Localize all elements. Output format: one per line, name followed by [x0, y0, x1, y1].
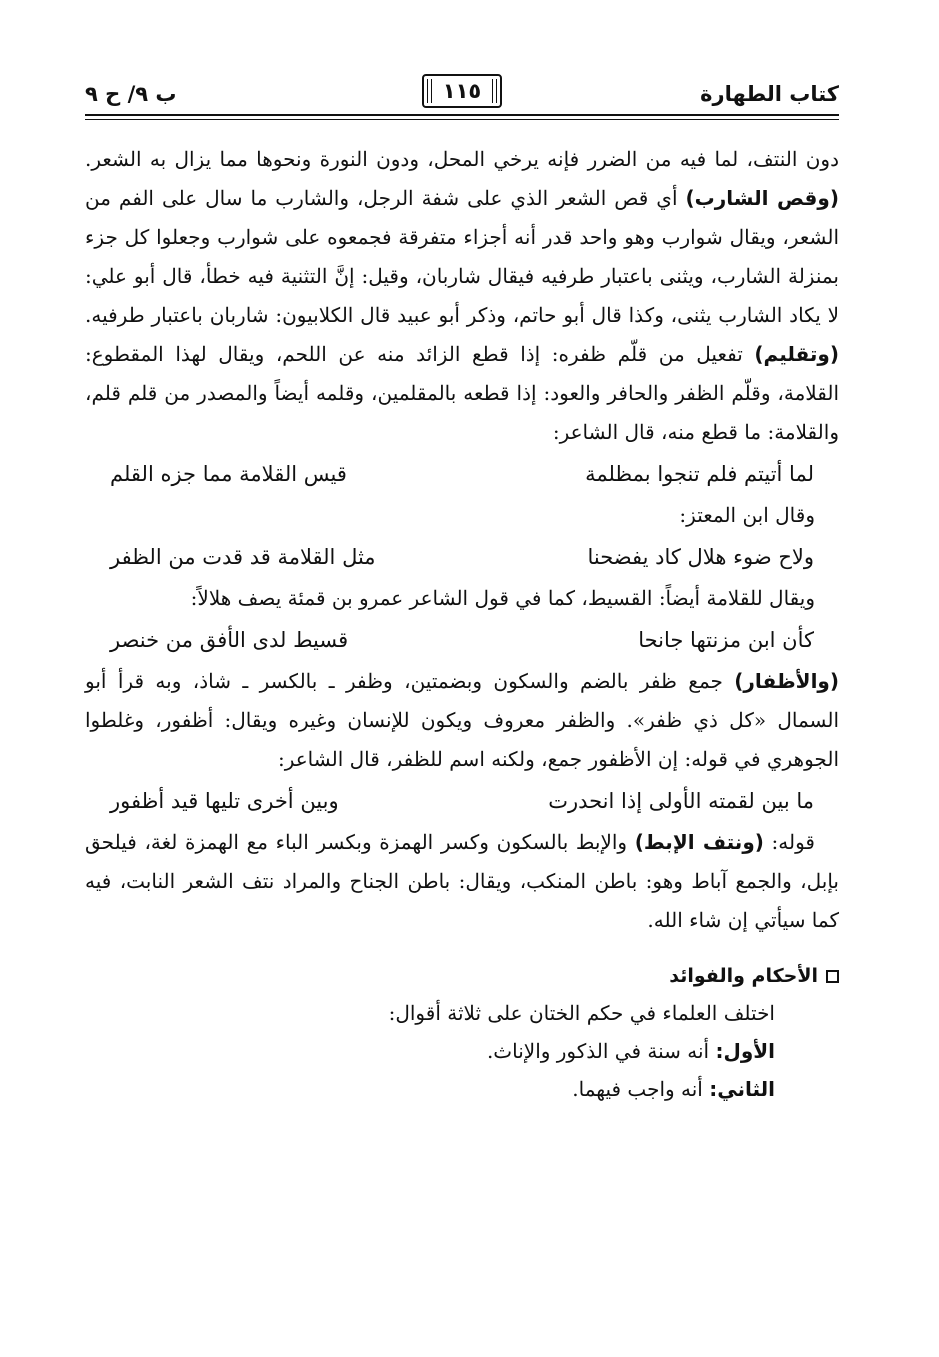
paragraph-armpit: [85, 823, 839, 940]
term-clipping: (وتقليم): [754, 342, 840, 366]
main-text: [85, 140, 839, 1108]
section-title: الأحكام والفوائد: [669, 965, 818, 987]
paragraph-poet-intro: وقال ابن المعتز:: [679, 503, 815, 527]
page-header: [85, 74, 839, 112]
header-rule-thin: [85, 119, 839, 120]
paragraph-text: أي قص الشعر الذي على شفة الرجل، والشارب ما سال على الفم من الشعر، ويقال شوارب وهو واحد قدر أنه أجزاء متفرقة فجمعوه على شوارب وجعلوا كل جزء بمنزلة الشارب، ويثنى باعتبار طرفيه فيقال شاربان، وقيل: إنَّ التثنية فيه خطأ، قال أبو علي: لا يكاد الشارب يثنى، وكذا قال أبو حاتم، وذكر أبو عبيد قال الكلابيون: شاربان باعتبار طرفيه.: [85, 186, 840, 327]
list-item-label: الثاني:: [709, 1077, 775, 1101]
term-moustache: (وقص الشارب): [685, 186, 839, 210]
verse-hemistich-first: ولاح ضوء هلال كاد يفضحنا: [587, 545, 814, 569]
spacer: [85, 940, 839, 958]
paragraph-text: دون النتف، لما فيه من الضرر فإنه يرخي المحل، ودون النورة ونحوها مما يزال به الشعر.: [85, 147, 839, 171]
term-nails: (والأظفار): [734, 669, 839, 693]
paragraph-text: تفعيل من قلّم ظفره: إذا قطع الزائد منه عن اللحم، ويقال لهذا المقطوع: القلامة، وقلّم الظفر والحافر والعود: إذا قطعه بالمقلمين، وقلمه أيضاً والمصدر من قلم قلم، والقلامة: ما قطع منه، قال الشاعر:: [85, 342, 840, 444]
paragraph-text: ويقال للقلامة أيضاً: القسيط، كما في قول الشاعر عمرو بن قمئة يصف هلالاً:: [190, 586, 815, 610]
term-armpit: (ونتف الإبط): [634, 830, 764, 854]
verse-hemistich-second: قيس القلامة مما جزه القلم: [110, 462, 347, 486]
verse-hemistich-first: كأن ابن مزنتها جانحا: [638, 628, 814, 652]
verse-line: [85, 535, 839, 579]
book-title: كتاب الطهارة: [700, 82, 839, 106]
list-item-text: أنه واجب فيهما.: [572, 1077, 703, 1101]
header-rule-thick: [85, 114, 839, 116]
paragraph-nails: [85, 662, 839, 779]
page-number: ١١٥: [422, 74, 502, 108]
list-item-label: الأول:: [715, 1039, 775, 1063]
verse-hemistich-second: وبين أخرى تليها قيد أظفور: [110, 789, 339, 813]
verse-line: [85, 779, 839, 823]
verse-hemistich-second: قسيط لدى الأفق من خنصر: [110, 628, 349, 652]
chapter-reference: ب ٩/ ح ٩: [85, 82, 177, 106]
paragraph-text: جمع ظفر بالضم والسكون وبضمتين، وظفر ـ بالكسر ـ شاذ، وبه قرأ أبو السمال «كل ذي ظفر». والظفر معروف ويكون للإنسان وغيره ويقال: أظفور، وغلطوا الجوهري في قوله: إن الأظفور جمع، ولكنه اسم للظفر، قال الشاعر:: [85, 669, 839, 771]
list-item: [85, 1032, 839, 1070]
verse-line: [85, 452, 839, 496]
paragraph-lead: قوله:: [771, 830, 815, 854]
list-item: [85, 1070, 839, 1108]
paragraph-moustache: [85, 140, 839, 452]
section-heading: [85, 958, 839, 994]
verse-hemistich-first: ما بين لقمته الأولى إذا انحدرت: [548, 789, 814, 813]
verse-hemistich-first: لما أتيتم فلم تنجوا بمظلمة: [585, 462, 814, 486]
square-bullet-icon: [826, 970, 839, 983]
paragraph-qasit: [85, 579, 839, 618]
verse-hemistich-second: مثل القلامة قد قدت من الظفر: [110, 545, 376, 569]
list-item-text: أنه سنة في الذكور والإناث.: [486, 1039, 710, 1063]
verse-line: [85, 618, 839, 662]
section-intro: اختلف العلماء في حكم الختان على ثلاثة أقوال:: [388, 1001, 775, 1025]
paragraph-text: والإبط بالسكون وكسر الهمزة وبكسر الباء مع الهمزة لغة، فيلحق بإبل، والجمع آباط وهو: باطن المنكب، ويقال: باطن الجناح والمراد نتف الشعر النابت، فيه كما سيأتي إن شاء الله.: [85, 830, 839, 932]
